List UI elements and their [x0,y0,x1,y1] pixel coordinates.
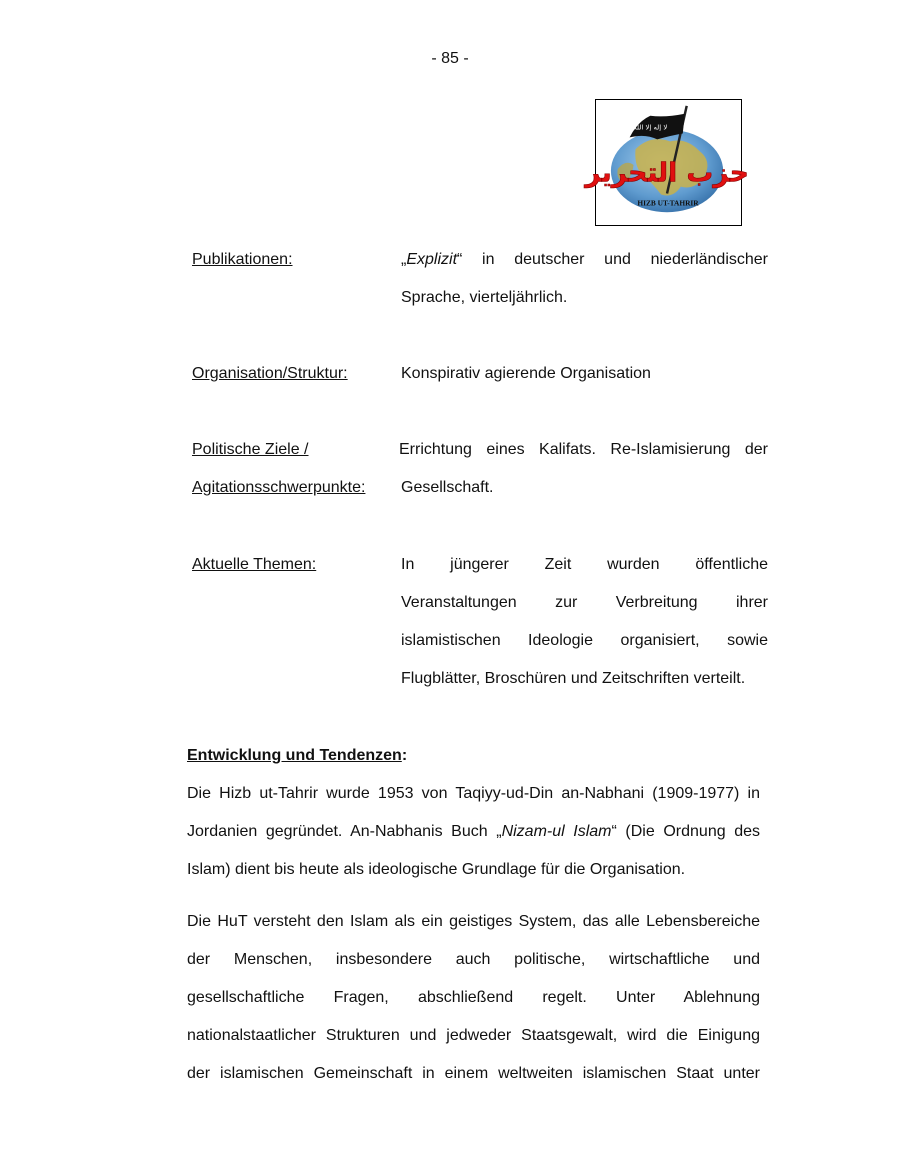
text-run: Jordanien gegründet. An-Nabhanis Buch „ [187,823,502,840]
open-quote: „ [401,251,407,268]
paragraph-1 [187,775,760,889]
label-text: Organisation/Struktur: [192,365,348,382]
row-value [401,546,768,698]
value-line: Flugblätter, Broschüren und Zeitschriften verteilt. [401,670,746,687]
label-text: Publikationen: [192,251,293,268]
paragraph-line: Die HuT versteht den Islam als ein geistiges System, das alle Lebensbereiche [187,913,760,930]
arabic-logo-text: حزب التحرير [585,157,749,189]
row-label [192,241,392,279]
row-label [192,355,392,393]
value-line: Errichtung eines Kalifats. Re-Islamisierung der [399,441,768,458]
logo-graphic [585,100,749,225]
label-text: Aktuelle Themen: [192,556,317,573]
value-line: Sprache, vierteljährlich. [401,289,568,306]
paragraph-line [187,813,760,851]
heading-text: Entwicklung und Tendenzen [187,747,402,764]
paragraph-line: Islam) dient bis heute als ideologische Grundlage für die Organisation. [187,861,686,878]
paragraph-line: der islamischen Gemeinschaft in einem weltweiten islamischen Staat unter [187,1065,760,1082]
value-text: “ in deutscher und niederländischer [457,251,768,268]
book-title: Nizam-ul Islam [501,823,612,840]
section-heading [187,737,760,775]
paragraph-line: Die Hizb ut-Tahrir wurde 1953 von Taqiyy-ud-Din an-Nabhani (1909-1977) in [187,785,760,802]
row-label [192,431,392,507]
row-value [401,241,768,317]
heading-colon: : [401,747,408,764]
value-line: Veranstaltungen zur Verbreitung ihrer [401,594,768,611]
logo-caption: HIZB UT-TAHRIR [637,198,699,208]
section-entwicklung [187,737,760,1093]
row-value [401,355,768,393]
value-line: In jüngerer Zeit wurden öffentliche [401,556,768,573]
publication-title: Explizit [406,251,458,268]
paragraph-line: gesellschaftliche Fragen, abschließend regelt. Unter Ablehnung [187,989,760,1006]
value-line: islamistischen Ideologie organisiert, sowie [401,632,768,649]
row-label [192,546,392,584]
value-line: Konspirativ agierende Organisation [401,365,651,382]
hizb-ut-tahrir-logo [585,99,749,226]
paragraph-line: nationalstaatlicher Strukturen und jedweder Staatsgewalt, wird die Einigung [187,1027,760,1044]
page-number: - 85 - [431,50,469,67]
flag-inscription: لا إله إلا الله [633,123,668,132]
row-value [399,431,768,507]
value-line [401,241,768,279]
paragraph-line: der Menschen, insbesondere auch politische, wirtschaftliche und [187,951,760,968]
label-text: Politische Ziele / [192,441,309,458]
text-run: “ (Die Ordnung des [611,823,760,840]
value-line: Gesellschaft. [401,479,494,496]
paragraph-2 [187,903,760,1093]
label-text: Agitationsschwerpunkte: [192,479,366,496]
